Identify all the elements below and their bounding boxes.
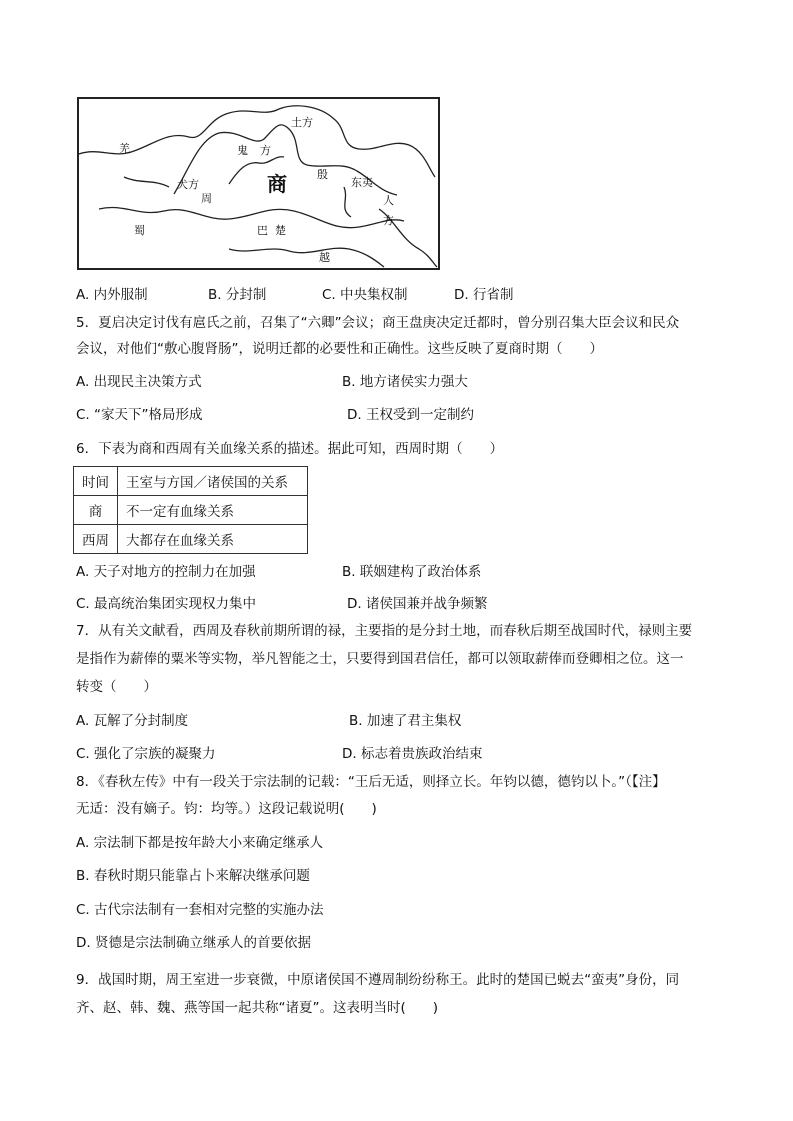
q8-option-c[interactable]: C. 古代宗法制有一套相对完整的实施办法: [76, 902, 324, 918]
map-label-quanfang: 犬方: [177, 178, 199, 191]
q9-stem-line-1: 9．战国时期，周王室进一步衰微，中原诸侯国不遵周制纷纷称王。此时的楚国已蜕去“蛮夷”身份，同: [76, 972, 680, 988]
map-label-qiang: 羌: [119, 142, 130, 155]
q6-stem: 6．下表为商和西周有关血缘关系的描述。据此可知，西周时期（ ）: [76, 441, 504, 457]
map-label-renfang: 人方: [383, 194, 394, 227]
q6-option-c[interactable]: C. 最高统治集团实现权力集中: [76, 596, 257, 612]
table-cell: 不一定有血缘关系: [118, 496, 308, 525]
map-river-tributary: [344, 187, 351, 217]
table-row: [74, 496, 308, 525]
q6-option-b[interactable]: B. 联姻建构了政治体系: [342, 564, 482, 580]
q7-stem-line-3: 转变（ ）: [76, 679, 157, 695]
q9-stem-line-2: 齐、赵、韩、魏、燕等国一起共称“诸夏”。这表明当时( ): [76, 1000, 439, 1016]
q6-option-a[interactable]: A. 天子对地方的控制力在加强: [76, 564, 256, 580]
q7-stem-line-1: 7．从有关文献看，西周及春秋前期所谓的禄，主要指的是分封土地，而春秋后期至战国时代，禄则主要: [76, 623, 693, 639]
table-header-row: [74, 467, 308, 496]
q5-option-b[interactable]: B. 地方诸侯实力强大: [342, 374, 468, 390]
q8-stem-line-2: 无适：没有嫡子。钧：均等。）这段记载说明( ): [76, 801, 377, 817]
q5-option-a[interactable]: A. 出现民主决策方式: [76, 374, 202, 390]
map-label-ba: 巴: [257, 224, 268, 237]
map-label-shang: 商: [267, 172, 287, 196]
q8-stem-line-1: 8．《春秋左传》中有一段关于宗法制的记载：“王后无适，则择立长。年钧以德，德钧以卜。”（【注】: [76, 774, 666, 790]
q4-option-a[interactable]: A. 内外服制: [76, 287, 148, 303]
q5-option-c[interactable]: C. “家天下”格局形成: [76, 407, 203, 423]
ancient-china-map: [77, 97, 440, 270]
q5-stem-line-2: 会议，对他们“敷心腹肾肠”，说明迁都的必要性和正确性。这些反映了夏商时期（ ）: [76, 341, 603, 357]
q7-option-c[interactable]: C. 强化了宗族的凝聚力: [76, 746, 216, 762]
q8-option-d[interactable]: D. 贤德是宗法制确立继承人的首要依据: [76, 935, 311, 951]
table-row: [74, 525, 308, 554]
map-river-small: [124, 177, 169, 187]
map-label-yin: 殷: [317, 168, 328, 181]
map-label-dongyi: 东夷: [351, 176, 373, 189]
q4-option-b[interactable]: B. 分封制: [208, 287, 267, 303]
map-label-tufang: 土方: [291, 116, 313, 129]
map-drawing: [79, 99, 438, 268]
q8-option-b[interactable]: B. 春秋时期只能靠占卜来解决继承问题: [76, 868, 310, 884]
q7-option-a[interactable]: A. 瓦解了分封制度: [76, 713, 189, 729]
q7-option-d[interactable]: D. 标志着贵族政治结束: [342, 746, 483, 762]
map-label-guifang: 鬼方: [237, 144, 283, 157]
map-label-shu: 蜀: [134, 224, 145, 237]
q7-option-b[interactable]: B. 加速了君主集权: [349, 713, 462, 729]
q5-stem-line-1: 5．夏启决定讨伐有扈氏之前，召集了“六卿”会议；商王盘庚决定迁都时，曾分别召集大臣会议和民众: [76, 315, 680, 331]
map-label-chu: 楚: [275, 224, 286, 237]
table-header-cell: 王室与方国／诸侯国的关系: [118, 467, 308, 496]
map-label-yue: 越: [319, 251, 330, 264]
q5-option-d[interactable]: D. 王权受到一定制约: [347, 407, 474, 423]
map-label-zhou: 周: [201, 192, 212, 205]
q6-table: [73, 466, 308, 554]
map-boundary-south: [229, 248, 384, 267]
table-cell: 商: [74, 496, 118, 525]
q4-option-c[interactable]: C. 中央集权制: [322, 287, 408, 303]
q8-option-a[interactable]: A. 宗法制下都是按年龄大小来确定继承人: [76, 835, 324, 851]
q7-stem-line-2: 是指作为薪俸的粟米等实物，举凡智能之士，只要得到国君信任，都可以领取薪俸而登卿相之位。这一: [76, 651, 684, 667]
table-header-cell: 时间: [74, 467, 118, 496]
q6-option-d[interactable]: D. 诸侯国兼并战争频繁: [347, 596, 488, 612]
table-cell: 西周: [74, 525, 118, 554]
table-cell: 大都存在血缘关系: [118, 525, 308, 554]
q4-option-d[interactable]: D. 行省制: [454, 287, 514, 303]
